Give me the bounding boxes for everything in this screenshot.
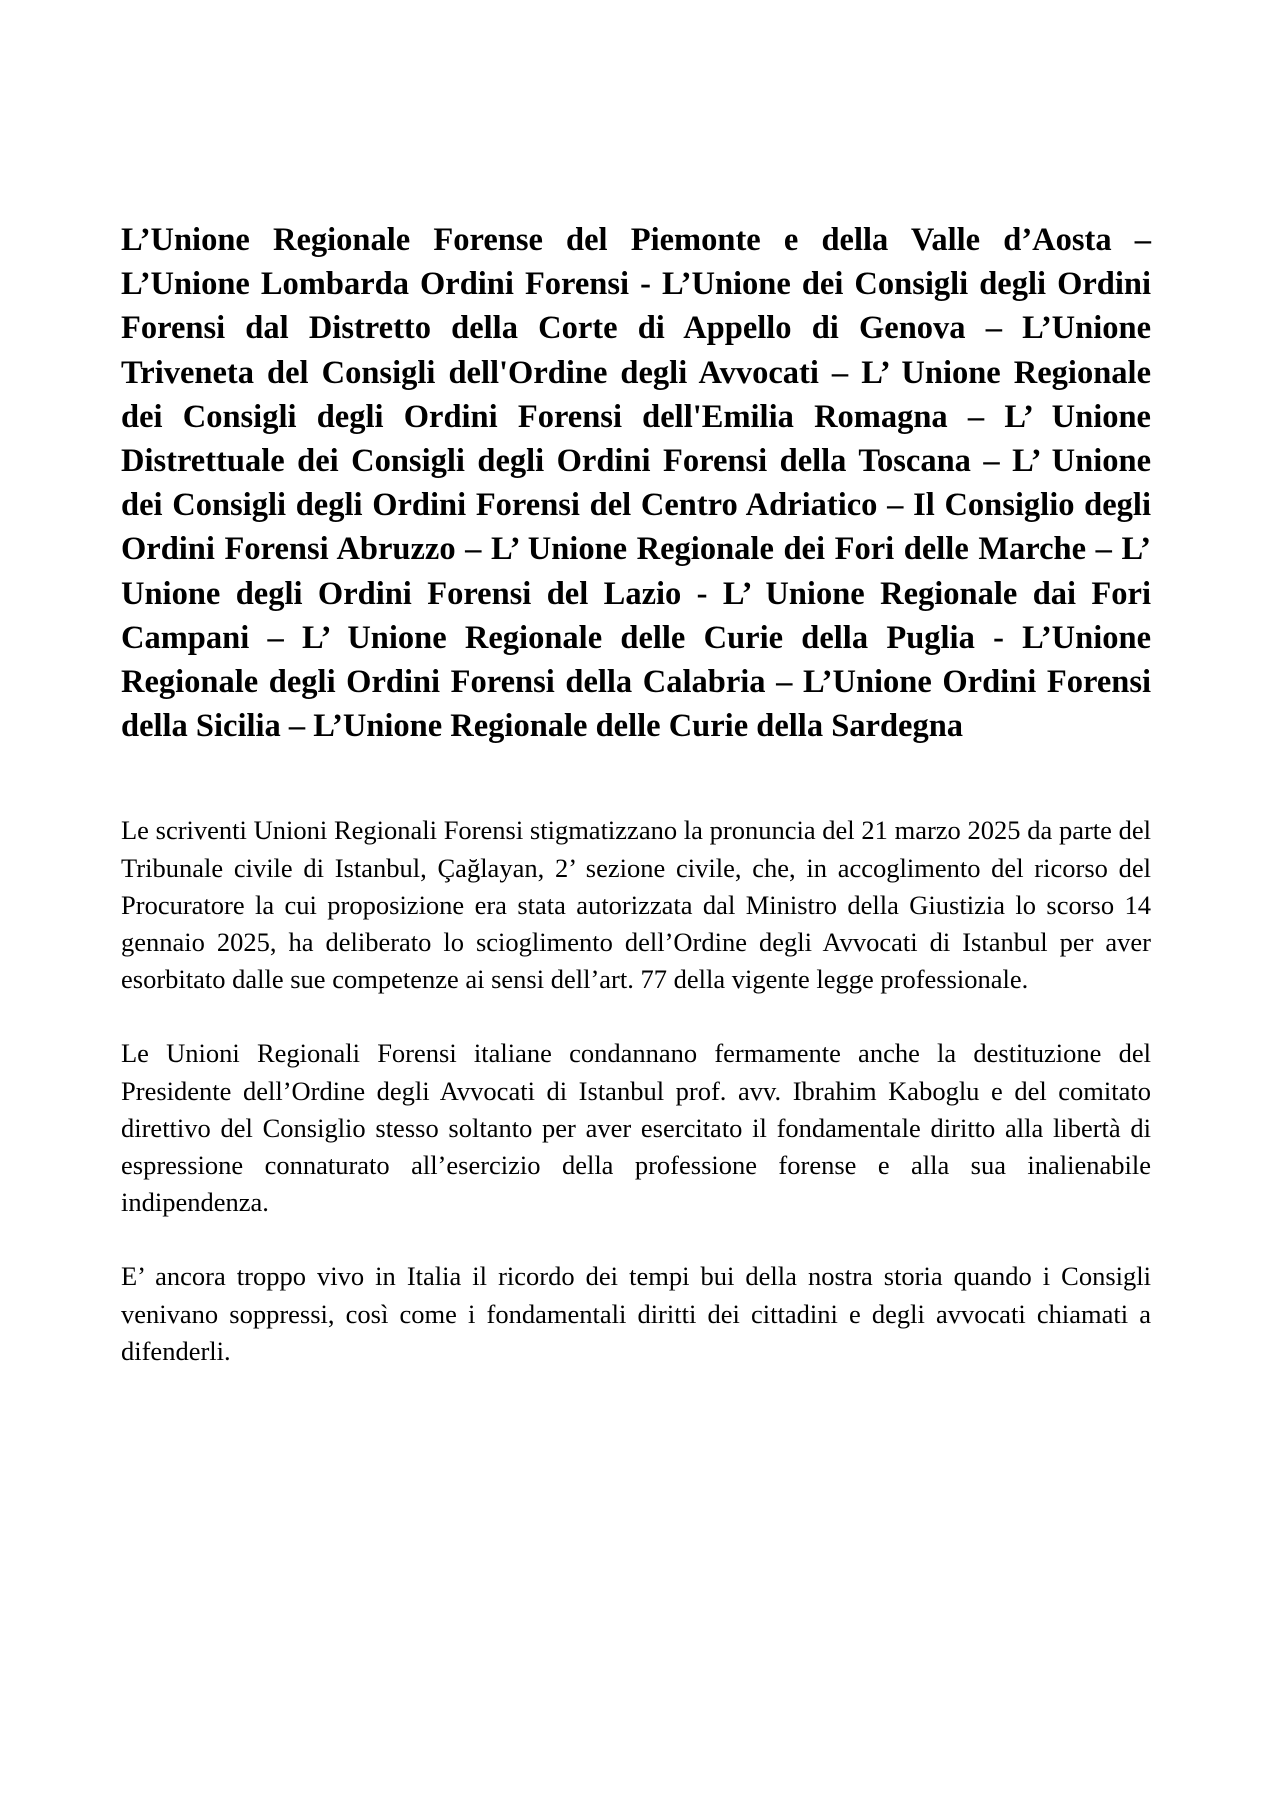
paragraph-2: Le Unioni Regionali Forensi italiane condannano fermamente anche la destituzione del Presidente dell’Ordine degli Avvocati di Istanbul prof. avv. Ibrahim Kaboglu e del comitato direttivo del Consiglio stesso soltanto per aver esercitato il fondamentale diritto alla libertà di espressione connaturato all’esercizio della professione forense e alla sua inalienabile indipendenza. (121, 1038, 1151, 1218)
paragraph-3: E’ ancora troppo vivo in Italia il ricordo dei tempi bui della nostra storia quando i Consigli venivano soppressi, così come i fondamentali diritti dei cittadini e degli avvocati chiamati a difenderli. (121, 1261, 1151, 1366)
document-heading: L’Unione Regionale Forense del Piemonte e della Valle d’Aosta – L’Unione Lombarda Ordini Forensi - L’Unione dei Consigli degli Ordini Forensi dal Distretto della Corte di Appello di Genova – L’Unione Triveneta del Consigli dell'Ordine degli Avvocati – L’ Unione Regionale dei Consigli degli Ordini Forensi dell'Emilia Romagna – L’ Unione Distrettuale dei Consigli degli Ordini Forensi della Toscana – L’ Unione dei Consigli degli Ordini Forensi del Centro Adriatico – Il Consiglio degli Ordini Forensi Abruzzo – L’ Unione Regionale dei Fori delle Marche – L’ Unione degli Ordini Forensi del Lazio - L’ Unione Regionale dai Fori Campani – L’ Unione Regionale delle Curie della Puglia - L’Unione Regionale degli Ordini Forensi della Calabria – L’Unione Ordini Forensi della Sicilia – L’Unione Regionale delle Curie della Sardegna (121, 222, 1151, 745)
document-body (121, 218, 1151, 1370)
paragraph-1: Le scriventi Unioni Regionali Forensi stigmatizzano la pronuncia del 21 marzo 2025 da parte del Tribunale civile di Istanbul, Çağlayan, 2’ sezione civile, che, in accoglimento del ricorso del Procuratore la cui proposizione era stata autorizzata dal Ministro della Giustizia lo scorso 14 gennaio 2025, ha deliberato lo scioglimento dell’Ordine degli Avvocati di Istanbul per aver esorbitato dalle sue competenze ai sensi dell’art. 77 della vigente legge professionale. (121, 815, 1151, 995)
